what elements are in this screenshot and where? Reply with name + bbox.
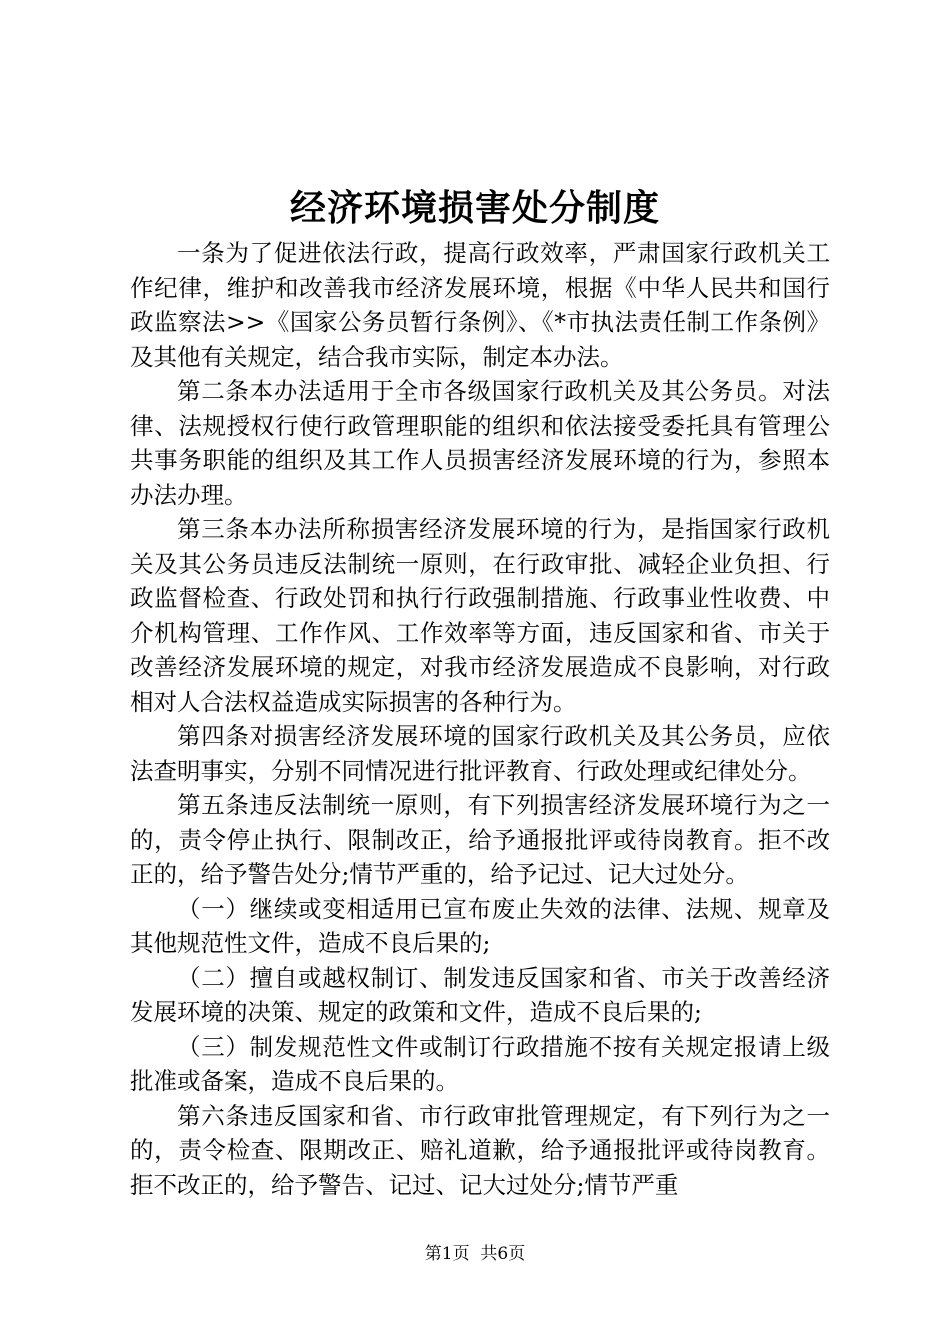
article-4-paragraph: 第四条对损害经济发展环境的国家行政机关及其公务员，应依法查明事实，分别不同情况进行批评教育、行政处理或纪律处分。 — [130, 722, 830, 785]
page-number-label: 第1页 共6页 — [424, 1244, 526, 1264]
article-1-paragraph: 一条为了促进依法行政，提高行政效率，严肃国家行政机关工作纪律，维护和改善我市经济发展环境，根据《中华人民共和国行政监察法>>《国家公务员暂行条例》、《*市执法责任制工作条例》及其他有关规定，结合我市实际，制定本办法。 — [130, 239, 830, 371]
document-body — [130, 236, 830, 1202]
article-5-item-1: （一）继续或变相适用已宣布废止失效的法律、法规、规章及其他规范性文件，造成不良后果的; — [130, 894, 830, 957]
article-6-paragraph: 第六条违反国家和省、市行政审批管理规定，有下列行为之一的，责令检查、限期改正、赔礼道歉，给予通报批评或待岗教育。拒不改正的，给予警告、记过、记大过处分;情节严重 — [130, 1101, 830, 1199]
article-2-paragraph: 第二条本办法适用于全市各级国家行政机关及其公务员。对法律、法规授权行使行政管理职能的组织和依法接受委托具有管理公共事务职能的组织及其工作人员损害经济发展环境的行为，参照本办法办理。 — [130, 377, 830, 509]
article-5-paragraph: 第五条违反法制统一原则，有下列损害经济发展环境行为之一的，责令停止执行、限制改正，给予通报批评或待岗教育。拒不改正的，给予警告处分;情节严重的，给予记过、记大过处分。 — [130, 791, 830, 888]
article-5-item-3: （三）制发规范性文件或制订行政措施不按有关规定报请上级批准或备案，造成不良后果的。 — [130, 1032, 830, 1095]
page-footer — [0, 1242, 950, 1266]
article-3-paragraph: 第三条本办法所称损害经济发展环境的行为，是指国家行政机关及其公务员违反法制统一原则，在行政审批、减轻企业负担、行政监督检查、行政处罚和执行行政强制措施、行政事业性收费、中介机构管理、工作作风、工作效率等方面，违反国家和省、市关于改善经济发展环境的规定，对我市经济发展造成不良影响，对行政相对人合法权益造成实际损害的各种行为。 — [130, 515, 830, 716]
document-title: 经济环境损害处分制度 — [289, 187, 660, 229]
article-5-item-2: （二）擅自或越权制订、制发违反国家和省、市关于改善经济发展环境的决策、规定的政策和文件，造成不良后果的; — [130, 963, 830, 1026]
